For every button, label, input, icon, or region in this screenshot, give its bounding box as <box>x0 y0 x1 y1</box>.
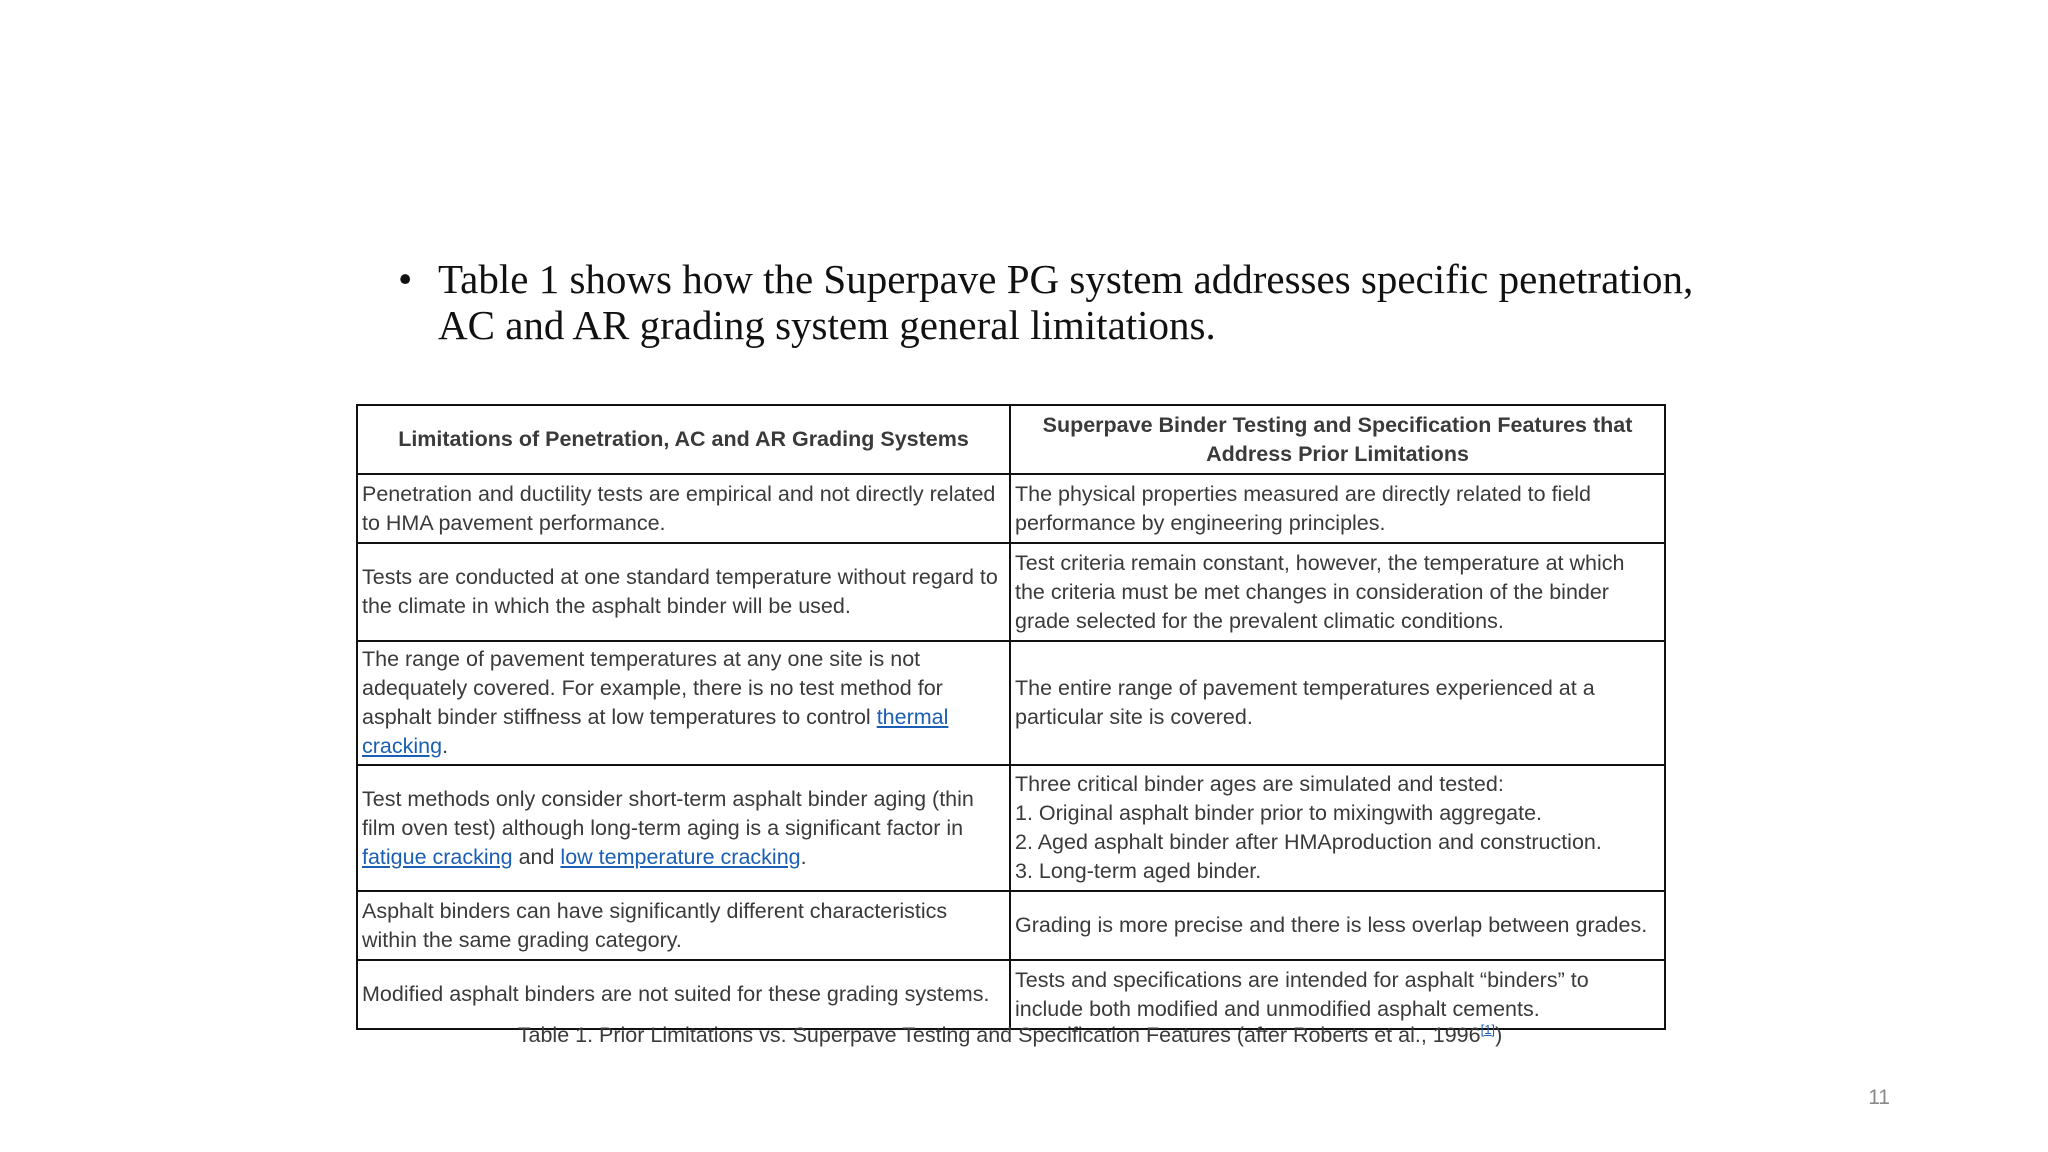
bullet-marker: • <box>398 256 413 302</box>
cell-limitation <box>357 765 1010 891</box>
table-row <box>357 474 1665 543</box>
binder-age-item-2: 2. Aged asphalt binder after HMAproduction and construction. <box>1015 830 1602 854</box>
cell-text-between: and <box>512 844 561 869</box>
caption-text: Table 1. Prior Limitations vs. Superpave Testing and Specification Features (after Roberts et al., 1996 <box>517 1023 1481 1048</box>
thermal-cracking-link[interactable]: thermal cracking <box>362 705 949 758</box>
table-row <box>357 641 1665 765</box>
binder-age-item-3: 3. Long-term aged binder. <box>1015 859 1262 883</box>
page-number: 11 <box>1868 1086 1890 1109</box>
cell-text: Test methods only consider short-term asphalt binder aging (thin film oven test) although long-term aging is a significant factor in <box>362 786 974 840</box>
comparison-table-container <box>356 404 1664 1030</box>
cell-text-end: . <box>800 844 807 869</box>
cell-feature: The physical properties measured are directly related to field performance by engineering principles. <box>1010 474 1665 543</box>
cell-limitation <box>357 641 1010 765</box>
caption-close: ) <box>1495 1023 1503 1048</box>
cell-feature: The entire range of pavement temperatures experienced at a particular site is covered. <box>1010 641 1665 765</box>
cell-limitation: Asphalt binders can have significantly different characteristics within the same grading category. <box>357 891 1010 960</box>
binder-ages-intro: Three critical binder ages are simulated and tested: <box>1015 772 1504 796</box>
table-row <box>357 765 1665 891</box>
table-row <box>357 543 1665 641</box>
cell-text: The range of pavement temperatures at any one site is not adequately covered. For example, there is no test method for asphalt binder stiffness at low temperatures to control <box>362 647 943 729</box>
cell-limitation: Modified asphalt binders are not suited for these grading systems. <box>357 960 1010 1029</box>
header-superpave-features: Superpave Binder Testing and Specification Features that Address Prior Limitations <box>1010 405 1665 474</box>
table-caption <box>356 1022 1664 1048</box>
bullet-text: Table 1 shows how the Superpave PG system addresses specific penetration, AC and AR grading system general limitations. <box>438 256 1694 348</box>
bullet-point <box>398 256 1698 348</box>
fatigue-cracking-link[interactable]: fatigue cracking <box>362 844 513 869</box>
table-row <box>357 891 1665 960</box>
header-limitations: Limitations of Penetration, AC and AR Grading Systems <box>357 405 1010 474</box>
cell-feature: Grading is more precise and there is less overlap between grades. <box>1010 891 1665 960</box>
cell-limitation: Tests are conducted at one standard temperature without regard to the climate in which the asphalt binder will be used. <box>357 543 1010 641</box>
binder-age-item-1: 1. Original asphalt binder prior to mixingwith aggregate. <box>1015 801 1543 825</box>
table-header-row <box>357 405 1665 474</box>
cell-feature: Test criteria remain constant, however, the temperature at which the criteria must be met changes in consideration of the binder grade selected for the prevalent climatic conditions. <box>1010 543 1665 641</box>
citation-link[interactable]: [1] <box>1480 1022 1496 1037</box>
low-temperature-cracking-link[interactable]: low temperature cracking <box>560 844 801 869</box>
cell-feature <box>1010 765 1665 891</box>
table-row <box>357 960 1665 1029</box>
cell-feature: Tests and specifications are intended for asphalt “binders” to include both modified and unmodified asphalt cements. <box>1010 960 1665 1029</box>
cell-limitation: Penetration and ductility tests are empirical and not directly related to HMA pavement performance. <box>357 474 1010 543</box>
comparison-table <box>356 404 1666 1030</box>
cell-text-end: . <box>442 734 449 758</box>
